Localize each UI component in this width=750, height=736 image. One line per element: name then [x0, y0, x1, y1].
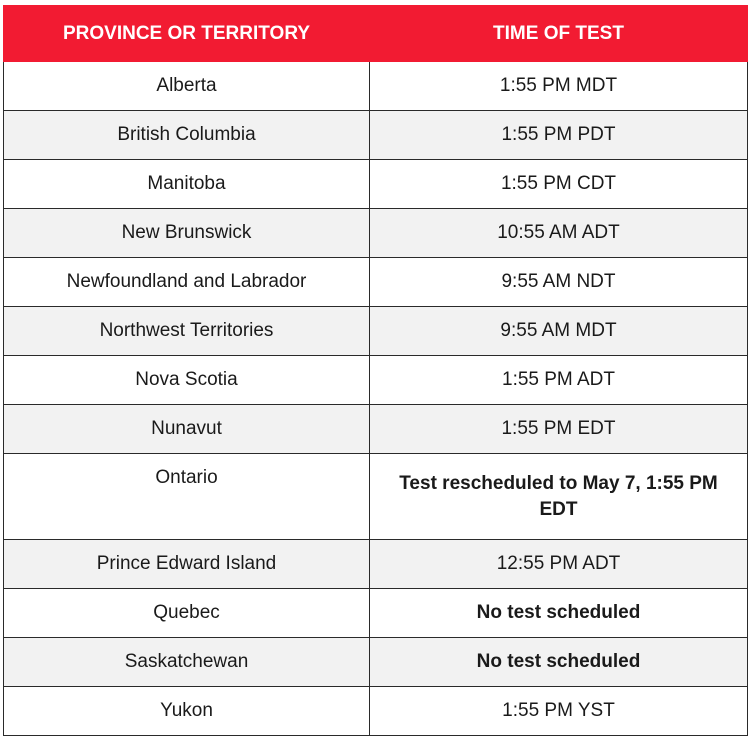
header-row	[4, 6, 748, 62]
time-cell: No test scheduled	[370, 638, 748, 687]
province-cell: Ontario	[4, 454, 370, 540]
province-cell: Yukon	[4, 687, 370, 736]
table-row	[4, 687, 748, 736]
time-cell: 10:55 AM ADT	[370, 209, 748, 258]
table-row	[4, 62, 748, 111]
header-time-of-test: TIME OF TEST	[370, 6, 748, 62]
header-province-or-territory: PROVINCE OR TERRITORY	[4, 6, 370, 62]
province-cell: New Brunswick	[4, 209, 370, 258]
province-cell: Quebec	[4, 589, 370, 638]
province-cell: Nunavut	[4, 405, 370, 454]
time-cell: 9:55 AM MDT	[370, 307, 748, 356]
time-cell: 12:55 PM ADT	[370, 540, 748, 589]
time-cell: 1:55 PM CDT	[370, 160, 748, 209]
province-cell: British Columbia	[4, 111, 370, 160]
table-row	[4, 589, 748, 638]
time-cell: 1:55 PM ADT	[370, 356, 748, 405]
table-header	[4, 6, 748, 62]
table-row	[4, 307, 748, 356]
time-cell: 1:55 PM PDT	[370, 111, 748, 160]
province-cell: Alberta	[4, 62, 370, 111]
time-cell: 1:55 PM EDT	[370, 405, 748, 454]
table-row	[4, 405, 748, 454]
table-row	[4, 356, 748, 405]
time-cell: 9:55 AM NDT	[370, 258, 748, 307]
time-cell: No test scheduled	[370, 589, 748, 638]
table-row	[4, 258, 748, 307]
province-cell: Manitoba	[4, 160, 370, 209]
table-row	[4, 540, 748, 589]
province-cell: Nova Scotia	[4, 356, 370, 405]
table-row	[4, 160, 748, 209]
alert-test-schedule-table-wrapper	[3, 5, 747, 736]
province-cell: Saskatchewan	[4, 638, 370, 687]
alert-test-schedule-table	[3, 5, 748, 736]
province-cell: Prince Edward Island	[4, 540, 370, 589]
table-row	[4, 638, 748, 687]
time-cell: Test rescheduled to May 7, 1:55 PM EDT	[370, 454, 748, 540]
table-body	[4, 62, 748, 736]
time-cell: 1:55 PM YST	[370, 687, 748, 736]
time-cell: 1:55 PM MDT	[370, 62, 748, 111]
table-row	[4, 209, 748, 258]
province-cell: Northwest Territories	[4, 307, 370, 356]
province-cell: Newfoundland and Labrador	[4, 258, 370, 307]
table-row	[4, 111, 748, 160]
table-row	[4, 454, 748, 540]
